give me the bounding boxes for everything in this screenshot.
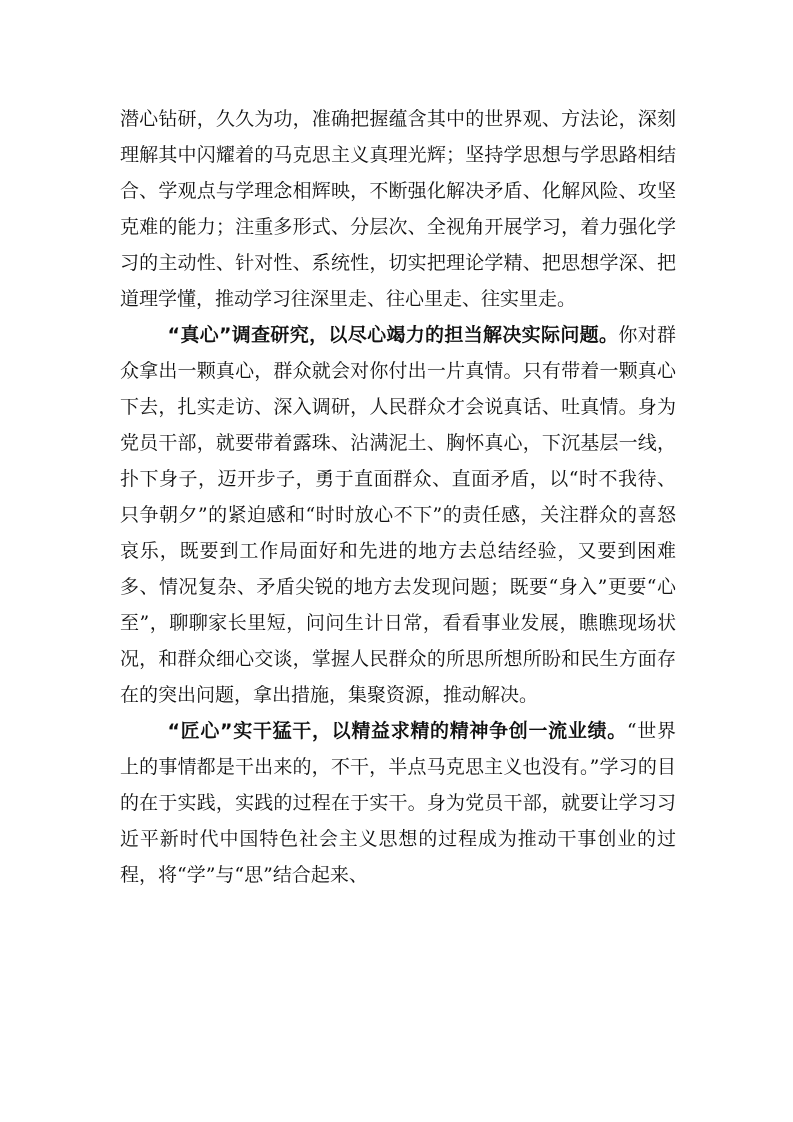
paragraph-lead: “真心”调查研究，以尽心竭力的担当解决实际问题。: [167, 324, 619, 346]
document-page: [120, 101, 676, 893]
paragraph-study: [120, 101, 676, 317]
paragraph-true-heart: [120, 317, 676, 713]
paragraph-body: 你对群众拿出一颗真心，群众就会对你付出一片真情。只有带着一颗真心下去，扎实走访、深入调研，人民群众才会说真话、吐真情。身为党员干部，就要带着露珠、沾满泥土、胸怀真心，下沉基层一线，扑下身子，迈开步子，勇于直面群众、直面矛盾，以“时不我待、只争朝夕”的紧迫感和“时时放心不下”的责任感，关注群众的喜怒哀乐，既要到工作局面好和先进的地方去总结经验，又要到困难多、情况复杂、矛盾尖锐的地方去发现问题；既要“身入”更要“心至”，聊聊家长里短，问问生计日常，看看事业发展，瞧瞧现场状况，和群众细心交谈，掌握人民群众的所思所想所盼和民生方面存在的突出问题，拿出措施，集聚资源，推动解决。: [120, 324, 676, 706]
paragraph-body: “世界上的事情都是干出来的，不干，半点马克思主义也没有。”学习的目的在于实践，实践的过程在于实干。身为党员干部，就要让学习习近平新时代中国特色社会主义思想的过程成为推动干事创业的过程，将“学”与“思”结合起来、: [120, 720, 676, 886]
paragraph-craftsman-heart: [120, 713, 676, 893]
paragraph-lead: “匠心”实干猛干，以精益求精的精神争创一流业绩。: [167, 720, 627, 742]
paragraph-body: 潜心钻研，久久为功，准确把握蕴含其中的世界观、方法论，深刻理解其中闪耀着的马克思主义真理光辉；坚持学思想与学思路相结合、学观点与学理念相辉映，不断强化解决矛盾、化解风险、攻坚克难的能力；注重多形式、分层次、全视角开展学习，着力强化学习的主动性、针对性、系统性，切实把理论学精、把思想学深、把道理学懂，推动学习往深里走、往心里走、往实里走。: [120, 108, 676, 310]
